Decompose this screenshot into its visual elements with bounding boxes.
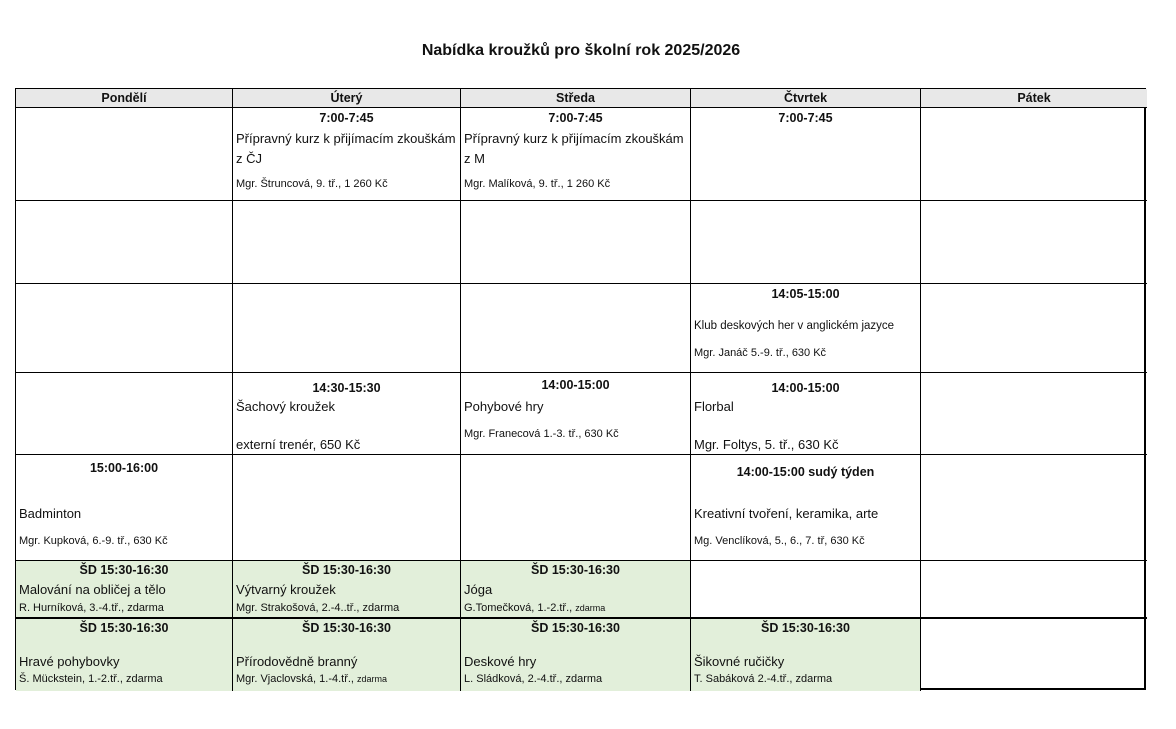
activity-price-small: zdarma — [575, 603, 606, 613]
header-friday: Pátek — [921, 89, 1147, 108]
cell-r3-mon — [16, 284, 233, 373]
header-thursday: Čtvrtek — [691, 89, 921, 108]
activity-info: R. Hurníková, 3.-4.tř., zdarma — [19, 602, 164, 614]
cell-r5-mon — [16, 455, 233, 561]
activity-info: Mgr. Malíková, 9. tř., 1 260 Kč — [464, 178, 611, 190]
activity-info: Š. Mückstein, 1.-2.tř., zdarma — [19, 673, 163, 685]
activity-time: 14:00-15:00 — [541, 378, 610, 392]
cell-r1-tue — [233, 108, 461, 201]
activity-time: ŠD 15:30-16:30 — [761, 621, 850, 635]
activity-name: Florbal — [694, 399, 734, 414]
activity-time: ŠD 15:30-16:30 — [302, 621, 391, 635]
cell-r3-thu — [691, 284, 921, 373]
activity-price-small: zdarma — [357, 674, 388, 684]
activity-info: Mg. Venclíková, 5., 6., 7. tř, 630 Kč — [694, 535, 865, 547]
cell-r3-tue — [233, 284, 461, 373]
cell-r6-mon — [16, 561, 233, 619]
cell-r2-fri — [921, 201, 1147, 284]
page-title: Nabídka kroužků pro školní rok 2025/2026 — [421, 42, 741, 59]
activity-info: Mgr. Kupková, 6.-9. tř., 630 Kč — [19, 535, 168, 547]
activity-time: ŠD 15:30-16:30 — [79, 563, 169, 577]
cell-r6-fri — [921, 561, 1147, 619]
activity-info — [236, 673, 457, 685]
activity-time: 7:00-7:45 — [548, 111, 603, 125]
activity-info: externí trenér, 650 Kč — [236, 437, 361, 452]
activity-time: ŠD 15:30-16:30 — [531, 563, 620, 577]
activity-time: 14:00-15:00 — [771, 381, 840, 395]
header-wednesday: Středa — [461, 89, 691, 108]
cell-r6-thu — [691, 561, 921, 619]
cell-r5-wed — [461, 455, 691, 561]
activity-name: Šikovné ručičky — [694, 654, 785, 669]
activity-info: Mgr. Franecová 1.-3. tř., 630 Kč — [464, 428, 619, 440]
activity-info: L. Sládková, 2.-4.tř., zdarma — [464, 673, 603, 685]
activity-time: 14:30-15:30 — [312, 381, 381, 395]
activity-info: Mgr. Štruncová, 9. tř., 1 260 Kč — [236, 178, 388, 190]
activity-info — [464, 602, 687, 614]
cell-r4-tue — [233, 373, 461, 455]
cell-r2-tue — [233, 201, 461, 284]
activity-time: ŠD 15:30-16:30 — [531, 621, 620, 635]
cell-r2-mon — [16, 201, 233, 284]
cell-r7-thu — [691, 619, 921, 691]
cell-r6-tue — [233, 561, 461, 619]
activity-name: Výtvarný kroužek — [236, 582, 336, 597]
cell-r1-thu — [691, 108, 921, 201]
activity-name: Přípravný kurz k přijímacím zkouškám z M — [464, 131, 684, 166]
cell-r4-fri — [921, 373, 1147, 455]
cell-r4-thu — [691, 373, 921, 455]
activity-name: Přípravný kurz k přijímacím zkouškám z ČJ — [236, 131, 456, 166]
activity-name: Hravé pohybovky — [19, 654, 120, 669]
activity-name: Klub deskových her v anglickém jazyce — [694, 320, 895, 332]
activity-time: 15:00-16:00 — [89, 461, 159, 475]
activity-time: 7:00-7:45 — [778, 111, 833, 125]
activity-name: Deskové hry — [464, 654, 537, 669]
activity-info: T. Sabáková 2.-4.tř., zdarma — [694, 673, 833, 685]
cell-r5-thu — [691, 455, 921, 561]
activity-name: Badminton — [19, 506, 82, 521]
activity-time: 14:00-15:00 sudý týden — [736, 465, 875, 479]
activity-name: Malování na obličej a tělo — [19, 582, 166, 597]
activity-name: Jóga — [464, 582, 493, 597]
activity-info-main: G.Tomečková, 1.-2.tř., — [464, 602, 573, 614]
cell-r7-fri — [921, 619, 1147, 691]
cell-r1-wed — [461, 108, 691, 201]
cell-r4-mon — [16, 373, 233, 455]
cell-r3-wed — [461, 284, 691, 373]
cell-r2-wed — [461, 201, 691, 284]
activity-info: Mgr. Strakošová, 2.-4..tř., zdarma — [236, 602, 400, 614]
activity-info-main: Mgr. Vjaclovská, 1.-4.tř., — [236, 673, 354, 685]
cell-r3-fri — [921, 284, 1147, 373]
cell-r7-tue — [233, 619, 461, 691]
cell-r1-fri — [921, 108, 1147, 201]
cell-r6-wed — [461, 561, 691, 619]
header-tuesday: Úterý — [233, 89, 461, 108]
activity-time: ŠD 15:30-16:30 — [302, 563, 391, 577]
cell-r7-wed — [461, 619, 691, 691]
cell-r2-thu — [691, 201, 921, 284]
cell-r5-tue — [233, 455, 461, 561]
activity-info: Mgr. Janáč 5.-9. tř., 630 Kč — [694, 347, 827, 359]
activity-time: 14:05-15:00 — [771, 287, 840, 301]
cell-r4-wed — [461, 373, 691, 455]
activity-name: Šachový kroužek — [236, 399, 335, 414]
activity-name: Pohybové hry — [464, 399, 544, 414]
activity-name: Přírodovědně branný — [236, 654, 358, 669]
schedule-table — [15, 88, 1146, 690]
activity-time: 7:00-7:45 — [319, 111, 374, 125]
activity-time: ŠD 15:30-16:30 — [79, 621, 169, 635]
header-monday: Pondělí — [16, 89, 233, 108]
activity-info: Mgr. Foltys, 5. tř., 630 Kč — [694, 437, 839, 452]
cell-r7-mon — [16, 619, 233, 691]
cell-r5-fri — [921, 455, 1147, 561]
activity-name: Kreativní tvoření, keramika, arte — [694, 506, 879, 521]
cell-r1-mon — [16, 108, 233, 201]
